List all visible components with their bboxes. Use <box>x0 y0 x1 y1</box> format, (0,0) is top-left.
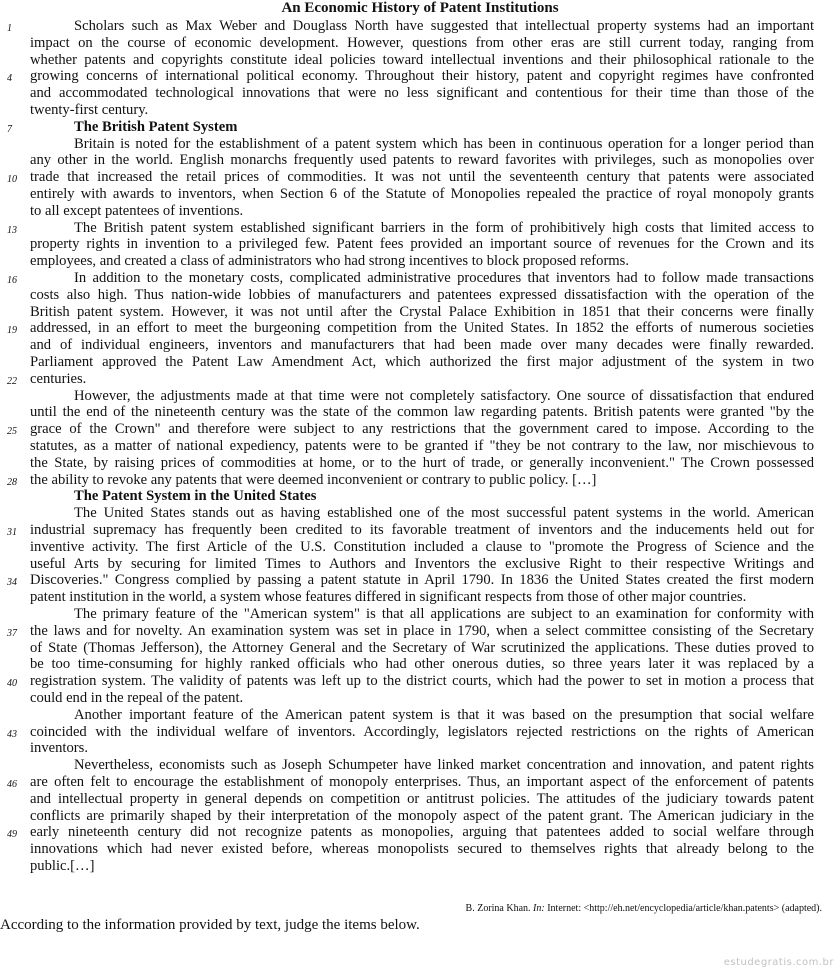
text-line: and of individual engineers, inventors and manufacturers that had been made over many decades were finally rewarded. <box>30 337 814 354</box>
text-line: grace of the Crown" and therefore were subject to any restrictions that the government cared to impose. According to the <box>30 421 814 438</box>
text-line: In addition to the monetary costs, complicated administrative procedures that inventors had to follow made transactions <box>74 270 814 286</box>
text-line: whether patents and copyrights constitute ideal policies toward intellectual inventions and their philosophical rationale to the <box>30 51 814 68</box>
line-number: 1 <box>7 23 12 34</box>
text-line: coincided with the individual welfare of inventors. Accordingly, legislators rejected restrictions on the rights of American <box>30 723 814 740</box>
text-line: to all except patentees of inventions. <box>30 202 244 219</box>
text-line: Another important feature of the American patent system is that it was based on the presumption that social welfare <box>74 706 814 723</box>
text-line: property rights in invention to a privileged few. Patent fees provided an important source of revenues for the Crown and its <box>30 236 814 253</box>
text-line: be too time-consuming for highly ranked officials who had other onerous duties, so three years later it was replaced by a <box>30 656 814 673</box>
line-number: 46 <box>7 779 17 790</box>
source-author: B. Zorina Khan. <box>465 903 531 914</box>
text-line: any other in the world. English monarchs frequently used patents to reward favorites with privileges, such as monopolies over <box>30 152 814 169</box>
text-line: innovations which had never existed before, whereas monopolists secured to themselves rights that already belong to the <box>30 841 814 858</box>
line-number: 40 <box>7 678 17 690</box>
text-line: costs also high. Thus nation-wide lobbies of manufacturers and patentees expressed dissatisfaction with the operation of the <box>30 286 814 303</box>
text-line: Nevertheless, economists such as Joseph Schumpeter have linked market concentration and innovation, and patent rights <box>74 757 814 774</box>
line-number: 22 <box>7 375 17 387</box>
text-line: are often felt to encourage the establishment of monopoly enterprises. Thus, an important aspect of the enforcement of patents <box>30 774 814 790</box>
document-title: An Economic History of Patent Institutions <box>281 0 559 16</box>
text-line: British patent system. However, it was not until after the Crystal Palace Exhibition in 1851 that their concerns were finally <box>30 303 814 320</box>
text-line: The primary feature of the "American system" is that all applications are subject to an examination for conformity with <box>74 606 814 622</box>
text-line: Britain is noted for the establishment of a patent system which has been in continuous operation for a longer period than <box>74 135 814 152</box>
text-line: employees, and created a class of administrators who had strong incentives to block proposed reforms. <box>30 253 629 270</box>
text-line: public.[…] <box>30 858 95 874</box>
text-line: centuries. <box>30 370 87 387</box>
text-line: Parliament approved the Patent Law Amendment Act, which authorized the first major adjustment of the system in two <box>30 354 814 370</box>
text-line: The British patent system established significant barriers in the form of prohibitively high costs that limited access to <box>74 219 814 236</box>
text-line: Scholars such as Max Weber and Douglass North have suggested that intellectual property systems had an important <box>74 18 814 34</box>
text-line: the ability to revoke any patents that were deemed inconvenient or contrary to public policy. […] <box>30 471 597 488</box>
line-number: 25 <box>7 426 17 438</box>
text-line: inventors. <box>30 740 88 757</box>
source-in-label: In: <box>533 903 545 914</box>
question-prompt: According to the information provided by text, judge the items below. <box>0 917 420 933</box>
line-number: 19 <box>7 325 17 337</box>
text-line: the laws and for novelty. An examination system was set in place in 1790, when a select committee consisting of the Secretary <box>30 622 814 639</box>
line-number: 10 <box>7 174 17 186</box>
text-line: conflicts are primarily shaped by their interpretation of the monopoly aspect of the patent grant. The American judiciary in the <box>30 807 814 824</box>
text-line: and accommodated technological innovations that were no less significant and contentious for their time than those of the <box>30 85 814 102</box>
text-line: patent institution in the world, a system whose features differed in significant respects from those of other major countries. <box>30 589 747 606</box>
text-line: and intellectual property in general depends on competition or antitrust policies. The attitudes of the judiciary towards patent <box>30 790 814 807</box>
text-line: until the end of the nineteenth century was the state of the common law regarding patents. British patents were granted "by the <box>30 404 814 421</box>
line-number: 34 <box>7 577 17 589</box>
text-line: trade that increased the retail prices of commodities. It was not until the seventeenth century that patents were associated <box>30 169 814 186</box>
line-number: 37 <box>7 627 17 639</box>
text-line: Discoveries." Congress complied by passing a patent statute in April 1790. In 1836 the United States created the first modern <box>30 572 814 589</box>
line-number: 43 <box>7 728 17 740</box>
line-number: 31 <box>7 527 17 538</box>
line-number: 4 <box>7 73 12 85</box>
section-heading: The Patent System in the United States <box>74 488 317 505</box>
source-citation <box>466 902 822 916</box>
line-number: 16 <box>7 275 17 286</box>
text-line: inventive activity. The first Article of the U.S. Constitution included a clause to "promote the Progress of Science and the <box>30 538 814 555</box>
watermark: estudegratis.com.br <box>723 957 834 968</box>
line-number: 13 <box>7 224 17 236</box>
text-line: However, the adjustments made at that time were not completely satisfactory. One source of dissatisfaction that endured <box>74 387 814 404</box>
text-line: early nineteenth century did not recognize patents as monopolies, arguing that patentees added to social welfare through <box>30 824 814 841</box>
line-number: 49 <box>7 829 17 841</box>
line-number: 28 <box>7 476 17 488</box>
text-line: industrial supremacy has frequently been credited to its favorable treatment of inventors and the inducements held out for <box>30 522 814 538</box>
text-line: could end in the repeal of the patent. <box>30 690 244 706</box>
text-line: registration system. The validity of patents was left up to the district courts, which had the power to set in motion a process that <box>30 673 814 690</box>
text-line: useful Arts by securing for limited Times to Authors and Inventors the exclusive Right to their respective Writings and <box>30 555 814 572</box>
text-line: The United States stands out as having established one of the most successful patent systems in the world. American <box>74 505 814 522</box>
line-number: 7 <box>7 123 12 135</box>
text-line: entirely with awards to inventors, when Section 6 of the Statute of Monopolies repealed the practice of royal monopoly grants <box>30 186 814 202</box>
text-line: impact on the course of economic development. However, questions from other eras are still current today, ranging from <box>30 34 814 51</box>
text-line: twenty-first century. <box>30 102 149 118</box>
text-line: of State (Thomas Jefferson), the Attorney General and the Secretary of War scrutinized the applications. These duties proved to <box>30 639 814 656</box>
section-heading: The British Patent System <box>74 118 238 135</box>
text-line: statutes, as a matter of national expediency, patents were to be granted if "they be not contrary to the law, nor mischievous to <box>30 438 814 454</box>
text-line: addressed, in an effort to meet the burgeoning competition from the United States. In 1852 the efforts of numerous societies <box>30 320 814 337</box>
source-rest: Internet: <http://eh.net/encyclopedia/article/khan.patents> (adapted). <box>547 903 822 914</box>
text-line: the State, by raising prices of commodities at home, or to the hurt of trade, or generally inconvenient." The Crown possessed <box>30 454 814 471</box>
text-line: growing concerns of international political economy. Throughout their history, patent and copyright regimes have confronted <box>30 68 814 85</box>
